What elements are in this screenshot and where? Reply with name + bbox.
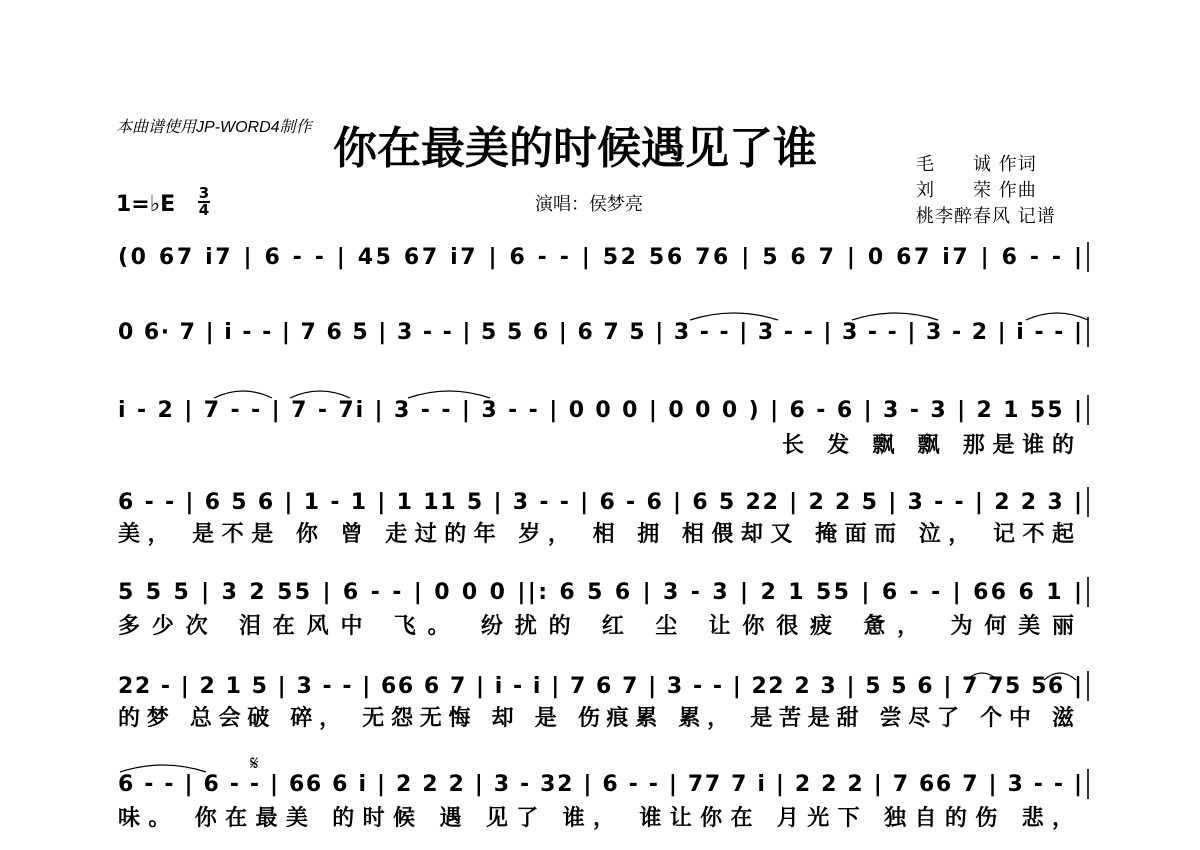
- lyrics-row-4: 美， 是不是 你 曾 走过的年 岁， 相 拥 相偎却又 掩面而 泣， 记不起: [118, 522, 1074, 547]
- lyrics-row-6: 的梦 总会破 碎， 无怨无悔 却 是 伤痕累 累， 是苦是甜 尝尽了 个中 滋: [118, 706, 1074, 731]
- transcriber-credit: 桃李醉春风 记谱: [916, 206, 1056, 227]
- slur-arc: [690, 313, 778, 320]
- slur-arc: [1044, 673, 1076, 680]
- notation-row-6: 22 - | 2 1 5 | 3 - - | 66 6 7 | i - i | 7 6 7 | 3 - - | 22 2 3 | 5 5 6 | 7 75 56 |: [118, 674, 1082, 699]
- slur-arc: [290, 391, 350, 398]
- software-watermark: 本曲谱使用JP-WORD4制作: [116, 119, 312, 136]
- lyrics-row-5: 多少次 泪在风中 飞。 纷扰的 红 尘 让你很疲 惫， 为何美丽: [118, 614, 1074, 639]
- notation-row-2: 0 6· 7 | i - - | 7 6 5 | 3 - - | 5 5 6 | 6 7 5 | 3 - - | 3 - - | 3 - - | 3 - 2 | i - - |: [118, 320, 1083, 345]
- notation-row-7: 6 - - | 6 - - | 66 6 i | 2 2 2 | 3 - 32 | 6 - - | 77 7 i | 2 2 2 | 7 66 7 | 3 - - |: [118, 772, 1083, 797]
- song-title: 你在最美的时候遇见了谁: [333, 123, 817, 174]
- slur-arc: [214, 391, 272, 398]
- notation-row-4: 6 - - | 6 5 6 | 1 - 1 | 1 11 5 | 3 - - | 6 - 6 | 6 5 22 | 2 2 5 | 3 - - | 2 2 3 |: [118, 490, 1082, 515]
- lyricist-credit: 毛 诚 作词: [916, 154, 1037, 175]
- singer-label: 演唱：侯梦亮: [535, 194, 643, 215]
- segno-sign: 𝄋: [250, 751, 259, 775]
- composer-credit: 刘 荣 作曲: [916, 180, 1037, 201]
- slur-arc: [120, 765, 206, 772]
- lyrics-row-3: 长 发 飘 飘 那是谁的: [782, 433, 1074, 458]
- key-signature: 1=♭E: [116, 192, 176, 217]
- slur-arc: [966, 673, 998, 680]
- notation-row-1: (0 67 i7 | 6 - - | 45 67 i7 | 6 - - | 52 56 76 | 5 6 7 | 0 67 i7 | 6 - - |: [118, 245, 1082, 270]
- lyrics-row-7: 味。 你在最美 的时候 遇 见了 谁， 谁让你在 月光下 独自的伤 悲，: [118, 806, 1074, 831]
- slur-arc: [852, 313, 938, 320]
- slur-arc: [1026, 313, 1088, 320]
- notation-row-5: 5 5 5 | 3 2 55 | 6 - - | 0 0 0 ||: 6 5 6 | 3 - 3 | 2 1 55 | 6 - - | 66 6 1 |: [118, 580, 1082, 605]
- time-signature-bottom: 4: [198, 201, 210, 219]
- notation-row-3: i - 2 | 7 - - | 7 - 7i | 3 - - | 3 - - | 0 0 0 | 0 0 0 ) | 6 - 6 | 3 - 3 | 2 1 55 |: [118, 398, 1082, 423]
- slur-arc: [408, 391, 490, 398]
- time-signature: [198, 186, 210, 218]
- time-signature-top: 3: [198, 184, 210, 202]
